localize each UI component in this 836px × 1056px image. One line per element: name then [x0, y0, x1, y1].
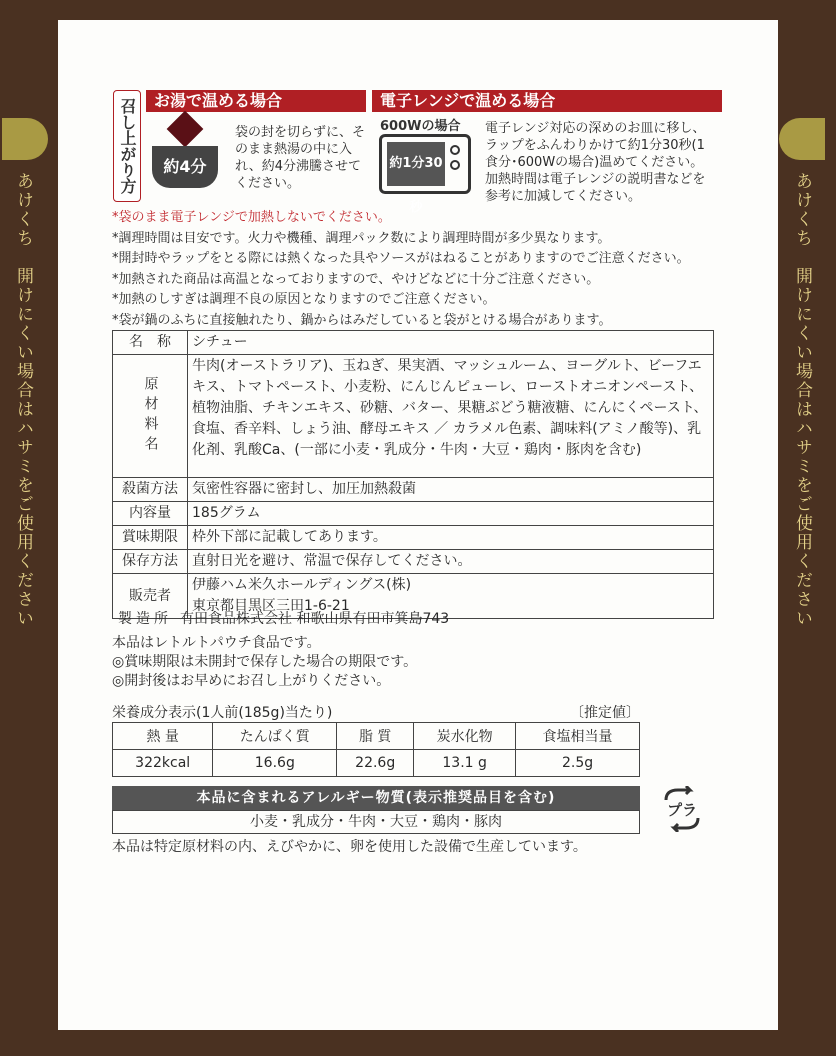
- table-row: [113, 550, 714, 574]
- nutrition-value: 22.6g: [337, 750, 414, 777]
- ingredients-key: 原材料名: [142, 376, 159, 456]
- note-line: *調理時間は目安です。火力や機種、調理パック数により調理時間が多少異なります。: [112, 230, 611, 246]
- sterilization-key: 殺菌方法: [113, 478, 188, 502]
- note-line: *袋のまま電子レンジで加熱しないでください。: [112, 210, 391, 225]
- table-row: [113, 478, 714, 502]
- name-value: シチュー: [188, 331, 714, 355]
- side-tab-right: [779, 118, 825, 628]
- seller-address: 東京都目黒区三田1-6-21: [192, 598, 350, 614]
- side-text-left: [14, 172, 31, 628]
- table-row: [113, 331, 714, 355]
- prep-label: 召し上がり方: [113, 90, 141, 202]
- ingredients-value: 牛肉(オーストラリア)、玉ねぎ、果実酒、マッシュルーム、ヨーグルト、ビーフエキス、トマトペースト、小麦粉、にんじんピューレ、ローストオニオンペースト、植物油脂、チキンエキス、砂糖、バター、果糖ぶどう糖液糖、にんにくペースト、食塩、香辛料、しょう油、酵母エキス ／ カラメル色素、調味料(アミノ酸等)、乳化剤、乳酸Ca、(一部に小麦・乳成分・牛肉・大豆・鶏肉・豚肉を含む): [188, 355, 714, 478]
- nutrition-value: 16.6g: [213, 750, 337, 777]
- nutrition-table: [112, 722, 640, 777]
- recycle-label: プラ: [666, 801, 698, 819]
- allergen-header: 本品に含まれるアレルギー物質(表示推奨品目を含む): [112, 786, 640, 810]
- maker-key: 製造所: [118, 611, 172, 627]
- scissors-note-left: 開けにくい場合はハサミをご使用ください: [13, 267, 33, 628]
- storage-key: 保存方法: [113, 550, 188, 574]
- nutrition-value: 13.1 g: [414, 750, 516, 777]
- allergen-list: 小麦・乳成分・牛肉・大豆・鶏肉・豚肉: [112, 810, 640, 834]
- hot-water-title: お湯で温める場合: [146, 90, 366, 112]
- scissors-note-right: 開けにくい場合はハサミをご使用ください: [792, 267, 812, 628]
- hot-water-instructions: 袋の封を切らずに、そのまま熱湯の中に入れ、約4分沸騰させてください。: [235, 125, 366, 191]
- nutrition-value: 322kcal: [113, 750, 213, 777]
- note-line: *加熱された商品は高温となっておりますので、やけどなどに十分ご注意ください。: [112, 271, 600, 287]
- nutrition-header: 炭水化物: [414, 723, 516, 750]
- note-line: *開封時やラップをとる際には熱くなった具やソースがはねることがありますのでご注意ください。: [112, 251, 690, 267]
- maker-value: 有田食品株式会社 和歌山県有田市箕島743: [180, 611, 450, 627]
- open-label-left: あけくち: [13, 172, 33, 248]
- microwave-instructions: 電子レンジ対応の深めのお皿に移し、ラップをふんわりかけて約1分30秒(1食分･600Wの場合)温めてください。加熱時間は電子レンジの説明書などを参考に加減してください。: [485, 121, 706, 204]
- hot-water-time: 約4分: [152, 146, 218, 188]
- nutrition-title: 栄養成分表示(1人前(185g)当たり): [112, 705, 333, 721]
- content-key: 内容量: [113, 502, 188, 526]
- pla-recycle-icon: [656, 786, 708, 832]
- pouch-icon: [167, 111, 204, 148]
- nutrition-header: たんぱく質: [213, 723, 337, 750]
- expiry-value: 枠外下部に記載してあります。: [188, 526, 714, 550]
- table-row: [113, 355, 714, 478]
- microwave-time: 約1分30秒: [387, 142, 445, 186]
- table-row: [113, 750, 640, 777]
- storage-value: 直射日光を避け、常温で保存してください。: [188, 550, 714, 574]
- manufacturer: [118, 608, 449, 628]
- side-tab-left: [2, 118, 48, 628]
- microwave-title: 電子レンジで温める場合: [372, 90, 722, 112]
- expiry-key: 賞味期限: [113, 526, 188, 550]
- note-line: *加熱のしすぎは調理不良の原因となりますのでご注意ください。: [112, 292, 496, 308]
- nutrition-header: 食塩相当量: [516, 723, 640, 750]
- allergen-note: 本品は特定原材料の内、えびやかに、卵を使用した設備で生産しています。: [112, 839, 587, 855]
- seller-company: 伊藤ハム米久ホールディングス(株): [192, 577, 412, 593]
- open-label-right: あけくち: [792, 172, 812, 248]
- note-line: *袋が鍋のふちに直接触れたり、鍋からはみだしていると袋がとける場合があります。: [112, 312, 612, 328]
- sterilization-value: 気密性容器に密封し、加圧加熱殺菌: [188, 478, 714, 502]
- nutrition-value: 2.5g: [516, 750, 640, 777]
- microwave-watt-label: 600Wの場合: [380, 119, 461, 134]
- seller-key: 販売者: [113, 574, 188, 619]
- pot-icon: [152, 116, 218, 190]
- table-row: [113, 526, 714, 550]
- microwave-icon: [379, 134, 471, 215]
- product-info-table: [112, 330, 714, 619]
- notice-lines: [112, 634, 417, 691]
- nutrition-header: 熱 量: [113, 723, 213, 750]
- cooking-notes: [112, 208, 722, 332]
- ingredients-key-cell: [113, 355, 188, 478]
- notice-line: 本品はレトルトパウチ食品です。: [112, 635, 321, 651]
- side-text-right: [793, 172, 810, 628]
- notice-line: ◎賞味期限は未開封で保存した場合の期限です。: [112, 654, 418, 670]
- notice-line: ◎開封後はお早めにお召し上がりください。: [112, 673, 391, 689]
- microwave-controls: [450, 145, 462, 185]
- table-row: [113, 502, 714, 526]
- open-tab-right[interactable]: [779, 118, 825, 160]
- nutrition-estimate: 〔推定値〕: [570, 705, 640, 721]
- content-value: 185グラム: [188, 502, 714, 526]
- name-key: 名 称: [113, 331, 188, 355]
- nutrition-header: 脂 質: [337, 723, 414, 750]
- open-tab-left[interactable]: [2, 118, 48, 160]
- table-row: [113, 723, 640, 750]
